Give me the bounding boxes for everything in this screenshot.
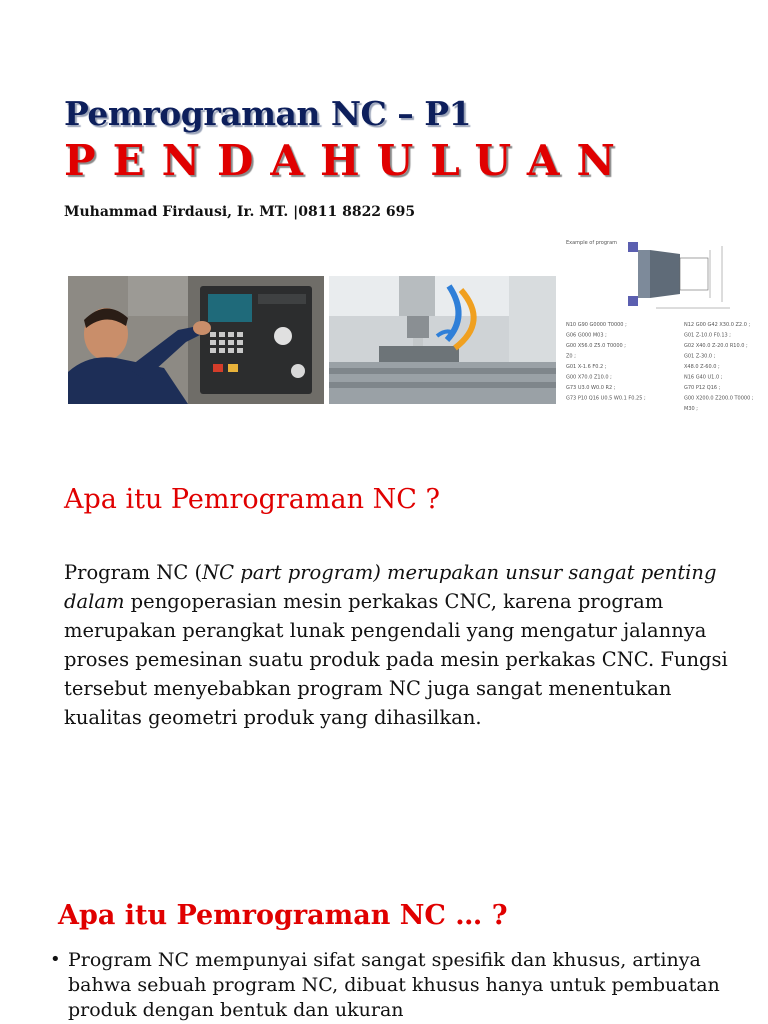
program-line: N16 G40 U1.0 ; xyxy=(684,374,723,381)
section2-heading: Apa itu Pemrograman NC … ? xyxy=(58,900,508,931)
bullet-marker: • xyxy=(50,949,61,970)
program-line: M30 ; xyxy=(684,406,698,412)
program-line: G01 Z-30.0 ; xyxy=(684,353,716,360)
milling-machine-illustration xyxy=(329,276,556,404)
page-title: Pemrograman NC – P1 xyxy=(64,94,472,133)
author-line: Muhammad Firdausi, Ir. MT. |0811 8822 695 xyxy=(64,204,416,220)
program-line: X48.0 Z-60.0 ; xyxy=(684,364,720,370)
paragraph-italic-text: NC part program) merupakan unsur sangat penting dalam xyxy=(64,561,717,613)
program-line: G06 G000 M03 ; xyxy=(566,332,607,339)
program-line: G01 X-1.6 F0.2 ; xyxy=(566,364,607,370)
page-subtitle: PENDAHULUAN xyxy=(64,136,632,185)
program-line: G01 Z-10.0 F0.13 ; xyxy=(684,332,731,339)
operator-photo xyxy=(68,276,324,404)
program-line: N12 G00 G42 X30.0 Z2.0 ; xyxy=(684,322,751,328)
program-line: G02 X40.0 Z-20.0 R10.0 ; xyxy=(684,343,748,349)
section1-heading: Apa itu Pemrograman NC ? xyxy=(64,484,440,515)
program-line: G73 P10 Q16 U0.5 W0.1 F0.25 ; xyxy=(566,395,646,402)
program-line: G00 X200.0 Z200.0 T0000 ; xyxy=(684,395,754,402)
diagram-caption: Example of program xyxy=(566,240,618,246)
bullet-item: Program NC mempunyai sifat sangat spesifik dan khusus, artinya bahwa sebuah program NC, dibuat khusus hanya untuk pembuatan produk dengan bentuk dan ukuran xyxy=(68,949,720,1021)
program-line: Z0 ; xyxy=(566,353,576,360)
program-line: G70 P12 Q16 ; xyxy=(684,385,721,391)
program-example-figure xyxy=(560,236,756,412)
program-line: G00 X56.0 Z5.0 T0000 ; xyxy=(566,343,626,349)
paragraph-text-rest: pengoperasian mesin perkakas CNC, karena program merupakan perangkat lunak pengendali yang mengatur jalannya proses pemesinan suatu produk pada mesin perkakas CNC. Fungsi tersebut menyebabkan program NC juga sangat menentukan kualitas geometri produk yang dihasilkan. xyxy=(64,590,728,729)
program-line: G00 X70.0 Z10.0 ; xyxy=(566,374,612,381)
milling-machine-photo xyxy=(329,276,556,404)
program-example-diagram xyxy=(560,236,756,412)
operator-photo-illustration xyxy=(68,276,324,404)
program-line: N10 G90 G0000 T0000 ; xyxy=(566,322,627,328)
program-line: G73 U3.0 W0.0 R2 ; xyxy=(566,385,616,391)
paragraph-text-start: Program NC ( xyxy=(64,561,203,584)
section1-paragraph xyxy=(64,558,744,732)
